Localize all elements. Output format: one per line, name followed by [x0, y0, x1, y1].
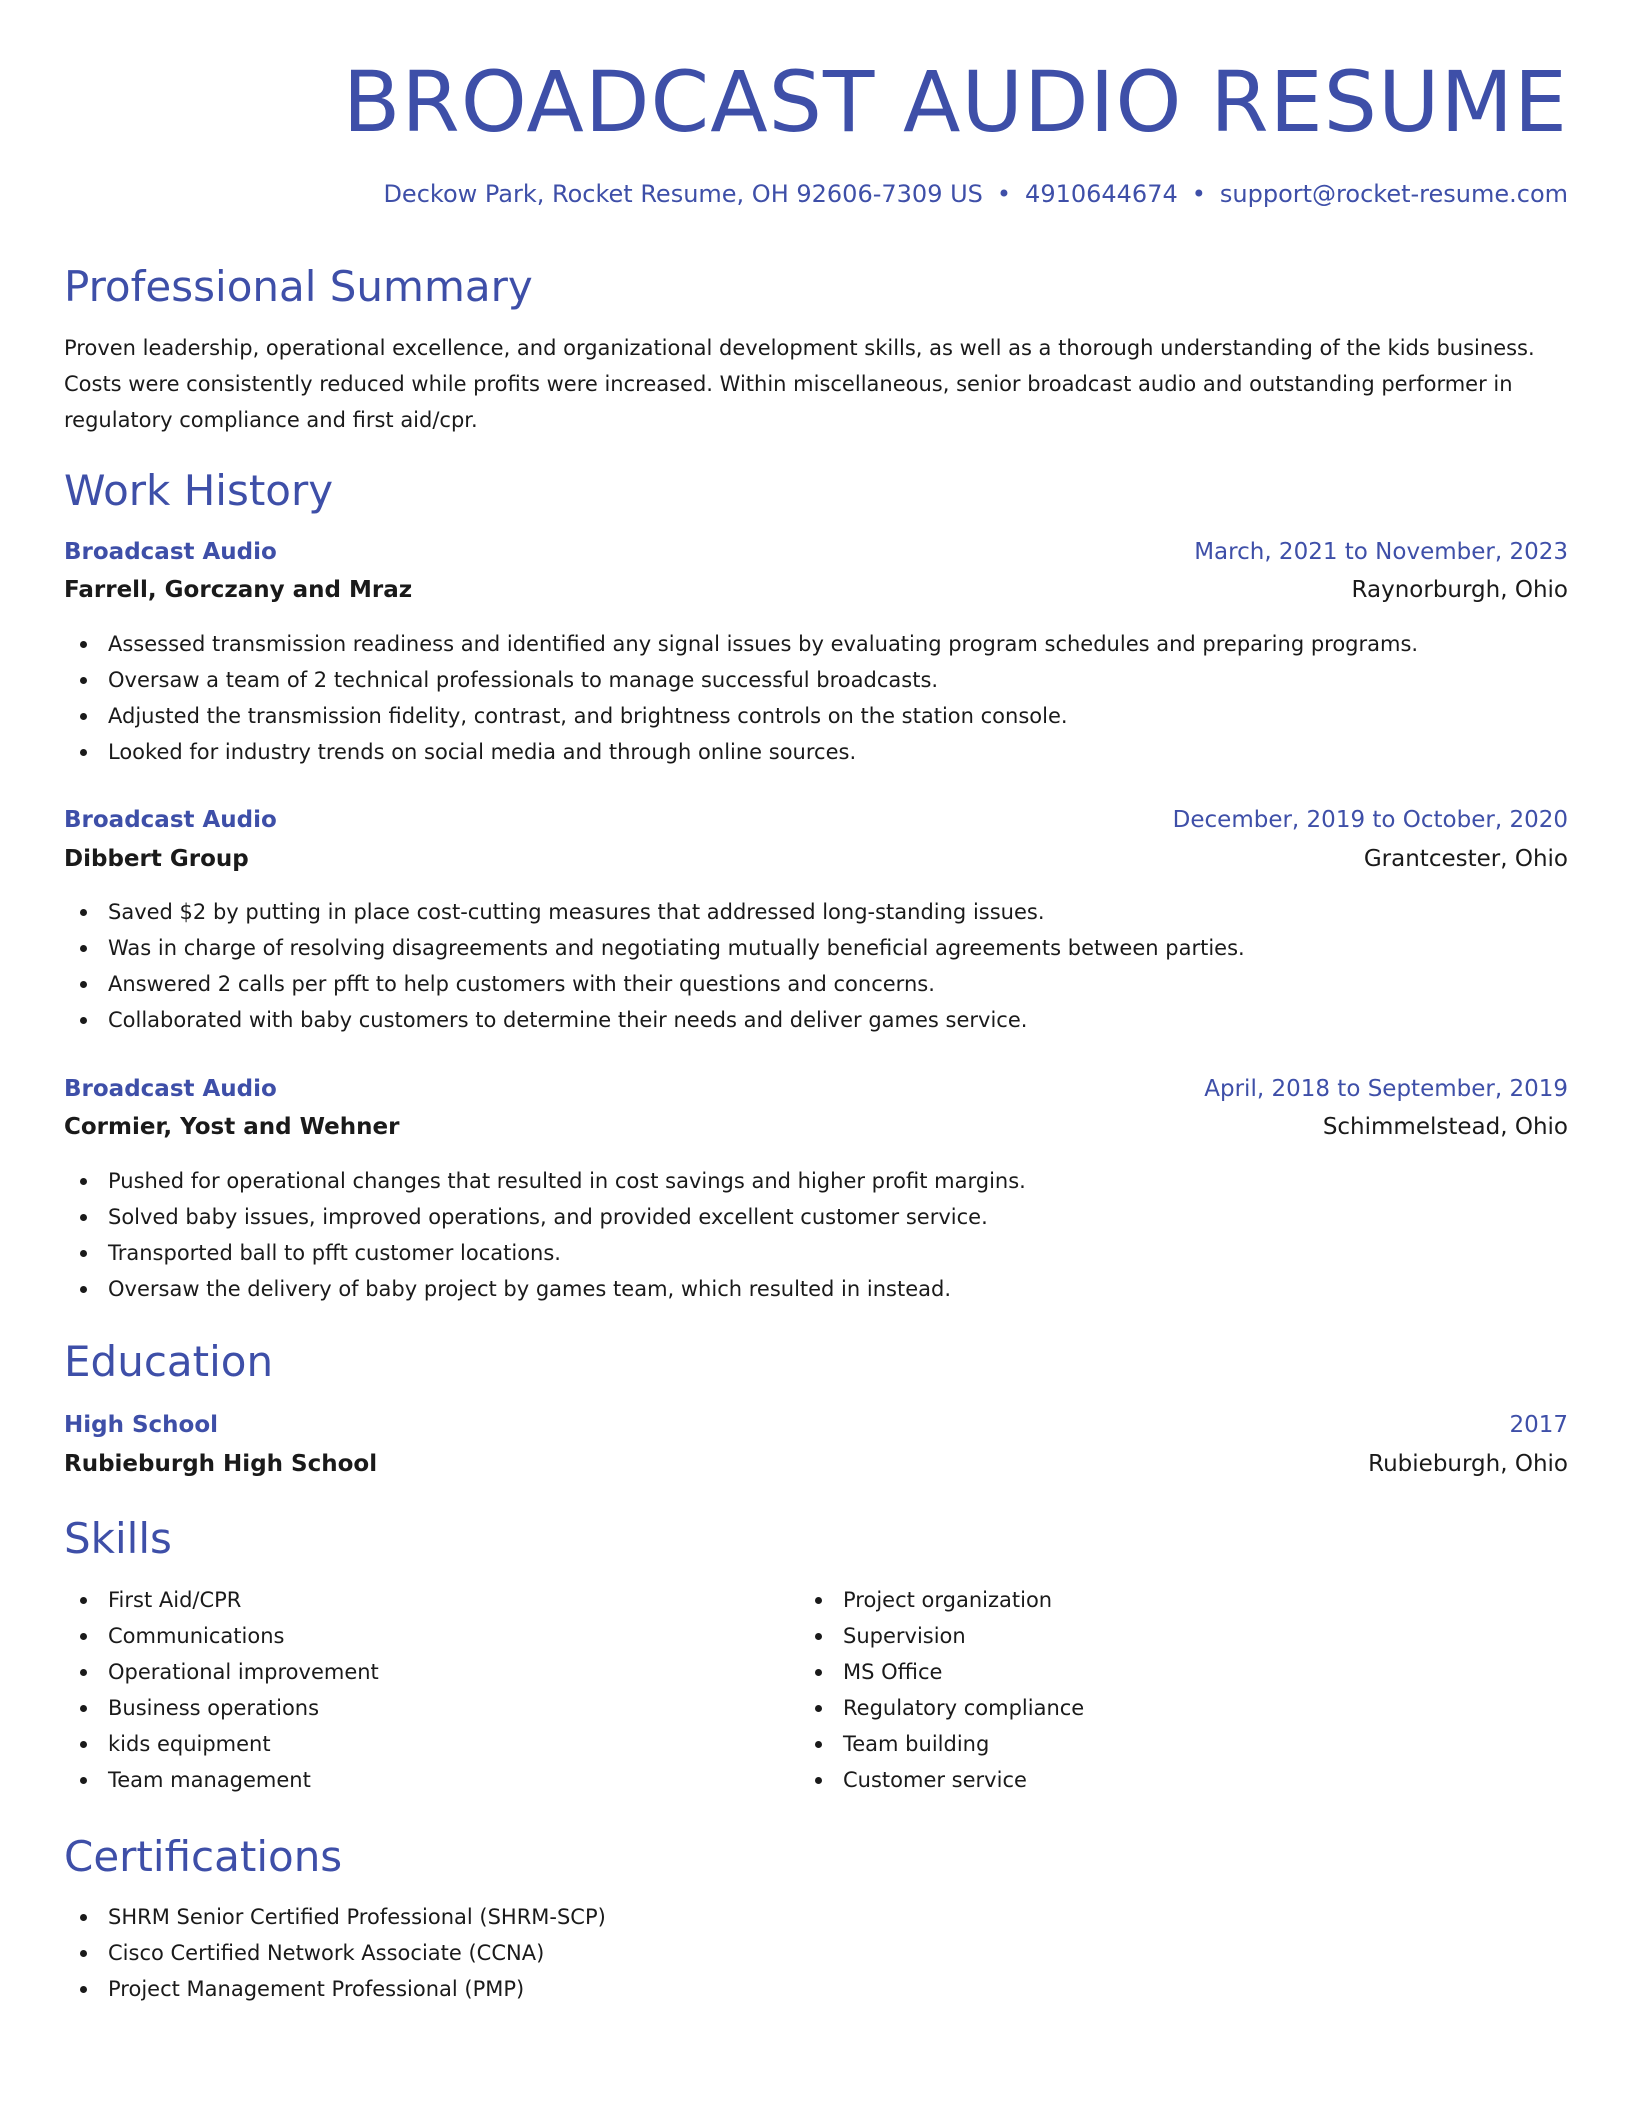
job-location: Schimmelstead, Ohio: [1322, 1114, 1568, 1140]
list-item: Collaborated with baby customers to determine their needs and deliver games service.: [64, 1002, 1245, 1038]
skill-item: Project organization: [799, 1582, 1084, 1618]
skill-item: Communications: [64, 1618, 379, 1654]
contact-email: support@rocket-resume.com: [1219, 180, 1568, 208]
education-header: [64, 1408, 1568, 1442]
education-heading: Education: [64, 1337, 274, 1386]
job-dates: December, 2019 to October, 2020: [1172, 807, 1568, 833]
work-history-heading: Work History: [64, 466, 334, 515]
skill-item: Supervision: [799, 1618, 1084, 1654]
contact-address: Deckow Park, Rocket Resume, OH 92606-7309 US: [383, 180, 983, 208]
job-dates: March, 2021 to November, 2023: [1194, 539, 1568, 565]
list-item: Answered 2 calls per pfft to help customers with their questions and concerns.: [64, 966, 1245, 1002]
job-company: Farrell, Gorczany and Mraz: [64, 577, 413, 603]
summary-text: Proven leadership, operational excellence, and organizational development skills, as well as a thorough understanding of the kids business. Costs were consistently reduced while profits were increased. Within miscellaneous, senior broadcast audio and outstanding performer in regulatory compliance and first aid/cpr.: [64, 336, 1535, 432]
skill-item: MS Office: [799, 1654, 1084, 1690]
skill-item: First Aid/CPR: [64, 1582, 379, 1618]
education-year: 2017: [1509, 1412, 1568, 1438]
list-item: Saved $2 by putting in place cost-cutting measures that addressed long-standing issues.: [64, 894, 1245, 930]
job-title: Broadcast Audio: [64, 807, 277, 833]
skill-item: Customer service: [799, 1762, 1084, 1798]
certification-item: Project Management Professional (PMP): [64, 1971, 606, 2007]
skill-item: kids equipment: [64, 1726, 379, 1762]
skills-list-left: [64, 1582, 379, 1798]
list-item: Oversaw a team of 2 technical professionals to manage successful broadcasts.: [64, 662, 1418, 698]
contact-separator: •: [996, 180, 1012, 208]
job-title: Broadcast Audio: [64, 539, 277, 565]
list-item: Assessed transmission readiness and identified any signal issues by evaluating program schedules and preparing programs.: [64, 626, 1418, 662]
contact-line: [383, 180, 1568, 208]
job-bullets: [64, 894, 1245, 1038]
job-employer-row: [64, 842, 1568, 876]
contact-separator: •: [1191, 180, 1206, 208]
skill-item: Business operations: [64, 1690, 379, 1726]
skill-item: Operational improvement: [64, 1654, 379, 1690]
job-bullets: [64, 1163, 1026, 1307]
skill-item: Regulatory compliance: [799, 1690, 1084, 1726]
education-school: Rubieburgh High School: [64, 1451, 378, 1477]
list-item: Looked for industry trends on social media and through online sources.: [64, 734, 1418, 770]
certification-item: SHRM Senior Certified Professional (SHRM-SCP): [64, 1899, 606, 1935]
job-title: Broadcast Audio: [64, 1076, 277, 1102]
resume-name: BROADCAST AUDIO RESUME: [342, 53, 1568, 151]
job-location: Grantcester, Ohio: [1363, 846, 1568, 872]
job-employer-row: [64, 573, 1568, 607]
certifications-heading: Certifications: [64, 1832, 343, 1881]
job-bullets: [64, 626, 1418, 770]
education-degree: High School: [64, 1412, 219, 1438]
job-header: [64, 535, 1568, 569]
job-location: Raynorburgh, Ohio: [1351, 577, 1568, 603]
skills-list-right: [799, 1582, 1084, 1798]
job-company: Cormier, Yost and Wehner: [64, 1114, 400, 1140]
list-item: Transported ball to pfft customer locations.: [64, 1235, 1026, 1271]
job-company: Dibbert Group: [64, 846, 249, 872]
skill-item: Team building: [799, 1726, 1084, 1762]
list-item: Oversaw the delivery of baby project by games team, which resulted in instead.: [64, 1271, 1026, 1307]
job-employer-row: [64, 1110, 1568, 1144]
skill-item: Team management: [64, 1762, 379, 1798]
list-item: Adjusted the transmission fidelity, contrast, and brightness controls on the station console.: [64, 698, 1418, 734]
list-item: Pushed for operational changes that resulted in cost savings and higher profit margins.: [64, 1163, 1026, 1199]
contact-phone: 4910644674: [1025, 180, 1178, 208]
list-item: Was in charge of resolving disagreements and negotiating mutually beneficial agreements between parties.: [64, 930, 1245, 966]
education-school-row: [64, 1447, 1568, 1481]
education-location: Rubieburgh, Ohio: [1368, 1451, 1568, 1477]
summary-heading: Professional Summary: [64, 262, 533, 311]
certifications-list: [64, 1899, 606, 2007]
job-header: [64, 1072, 1568, 1106]
certification-item: Cisco Certified Network Associate (CCNA): [64, 1935, 606, 1971]
job-header: [64, 803, 1568, 837]
list-item: Solved baby issues, improved operations, and provided excellent customer service.: [64, 1199, 1026, 1235]
skills-heading: Skills: [64, 1514, 172, 1563]
job-dates: April, 2018 to September, 2019: [1204, 1076, 1568, 1102]
